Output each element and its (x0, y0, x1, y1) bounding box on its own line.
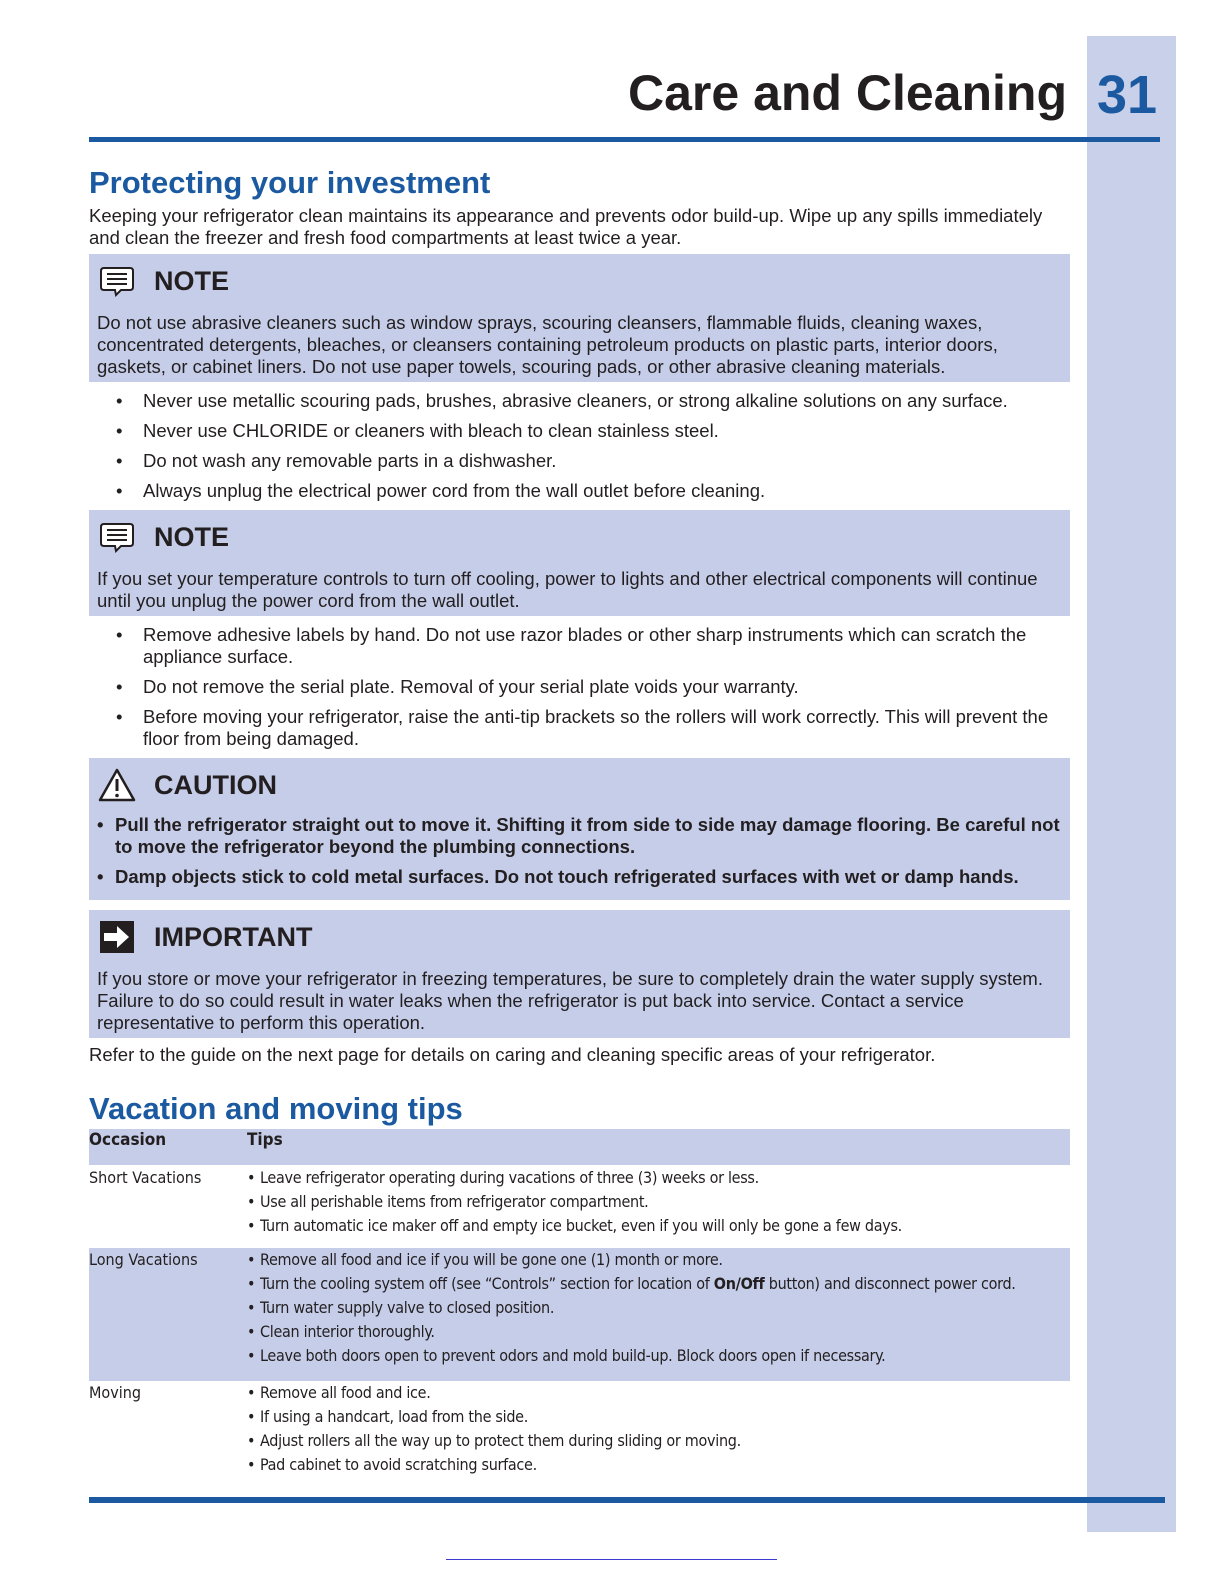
note-label: NOTE (154, 266, 230, 296)
note-icon (97, 519, 137, 555)
list-item: • Before moving your refrigerator, raise the anti-tip brackets so the rollers will work correctly. This will prevent the floor from being damaged. (113, 706, 1070, 750)
list-item: • Remove all food and ice. (247, 1381, 1070, 1405)
header-rule (89, 137, 1160, 142)
caution-label: CAUTION (154, 770, 277, 800)
bullet-list-2 (89, 624, 1070, 750)
footer-link-underline[interactable] (446, 1559, 777, 1560)
note-icon (97, 263, 137, 299)
list-item: • Pad cabinet to avoid scratching surface. (247, 1453, 1070, 1477)
list-item (247, 1272, 1070, 1296)
important-label: IMPORTANT (154, 922, 313, 952)
table-row (89, 1381, 1070, 1477)
tip-text-tail: button) and disconnect power cord. (764, 1274, 1016, 1293)
list-item: • Leave both doors open to prevent odors and mold build-up. Block doors open if necessary. (247, 1344, 1070, 1368)
caution-item: • Damp objects stick to cold metal surfaces. Do not touch refrigerated surfaces with wet or damp hands. (97, 866, 1062, 888)
list-item: • Turn automatic ice maker off and empty ice bucket, even if you will only be gone a few days. (247, 1214, 1070, 1238)
tip-list (247, 1381, 1070, 1477)
list-item: • Turn water supply valve to closed position. (247, 1296, 1070, 1320)
list-item: • Do not remove the serial plate. Removal of your serial plate voids your warranty. (113, 676, 1070, 698)
section-title-vacation: Vacation and moving tips (89, 1091, 463, 1126)
caution-box (89, 758, 1070, 900)
refer-paragraph: Refer to the guide on the next page for details on caring and cleaning specific areas of your refrigerator. (89, 1044, 936, 1065)
note-text: If you set your temperature controls to turn off cooling, power to lights and other electrical components will continue until you unplug the power cord from the wall outlet. (97, 568, 1038, 611)
warning-icon (97, 767, 137, 803)
list-item: • Never use CHLORIDE or cleaners with bleach to clean stainless steel. (113, 420, 1070, 442)
note-text: Do not use abrasive cleaners such as window sprays, scouring cleansers, flammable fluids, cleaning waxes, concentrated detergents, bleaches, or cleansers containing petroleum products on plastic parts, interior doors, gaskets, or cabinet liners. Do not use paper towels, scouring pads, or other abrasive cleaning materials. (97, 312, 998, 377)
important-text: If you store or move your refrigerator in freezing temperatures, be sure to completely drain the water supply system. Failure to do so could result in water leaks when the refrigerator is put back into service. Contact a service representative to perform this operation. (97, 968, 1043, 1033)
list-item: • Remove all food and ice if you will be gone one (1) month or more. (247, 1248, 1070, 1272)
note-label: NOTE (154, 522, 230, 552)
list-item: • Clean interior thoroughly. (247, 1320, 1070, 1344)
table-header-occasion: Occasion (89, 1129, 247, 1165)
section-title-protecting: Protecting your investment (89, 165, 491, 200)
note-box-1 (89, 254, 1070, 382)
page-title: Care and Cleaning (628, 65, 1067, 121)
caution-list (97, 814, 1062, 888)
footer-rule (89, 1497, 1165, 1503)
list-item: • Always unplug the electrical power cord from the wall outlet before cleaning. (113, 480, 1070, 502)
note-box-2 (89, 510, 1070, 616)
main-content (89, 166, 1070, 1477)
list-item: • Adjust rollers all the way up to protect them during sliding or moving. (247, 1429, 1070, 1453)
list-item: • Do not wash any removable parts in a dishwasher. (113, 450, 1070, 472)
occasion-cell: Moving (89, 1383, 142, 1402)
caution-item: • Pull the refrigerator straight out to move it. Shifting it from side to side may damage flooring. Be careful not to move the refrigerator beyond the plumbing connections. (97, 814, 1062, 858)
intro-paragraph: Keeping your refrigerator clean maintains its appearance and prevents odor build-up. Wipe up any spills immediately and clean the freezer and fresh food compartments at least twice a year. (89, 205, 1043, 248)
arrow-right-icon (97, 919, 137, 955)
occasion-cell: Short Vacations (89, 1168, 202, 1187)
page-number: 31 (1096, 65, 1158, 125)
list-item: • Remove adhesive labels by hand. Do not use razor blades or other sharp instruments which can scratch the appliance surface. (113, 624, 1070, 668)
tips-table (89, 1129, 1070, 1477)
bullet-list-1 (89, 390, 1070, 502)
list-item: • If using a handcart, load from the side. (247, 1405, 1070, 1429)
important-box (89, 910, 1070, 1038)
on-off-label: On/Off (713, 1274, 765, 1293)
table-header-tips: Tips (247, 1129, 1070, 1165)
page-sidebar (1087, 36, 1176, 1532)
occasion-cell: Long Vacations (89, 1248, 247, 1381)
list-item: • Leave refrigerator operating during vacations of three (3) weeks or less. (247, 1166, 1070, 1190)
list-item: • Use all perishable items from refrigerator compartment. (247, 1190, 1070, 1214)
table-row (89, 1248, 1070, 1381)
list-item: • Never use metallic scouring pads, brushes, abrasive cleaners, or strong alkaline solutions on any surface. (113, 390, 1070, 412)
tip-list (247, 1248, 1070, 1368)
tip-text: Turn the cooling system off (see “Controls” section for location of (260, 1274, 714, 1293)
table-row (89, 1165, 1070, 1248)
tip-list (247, 1166, 1070, 1238)
